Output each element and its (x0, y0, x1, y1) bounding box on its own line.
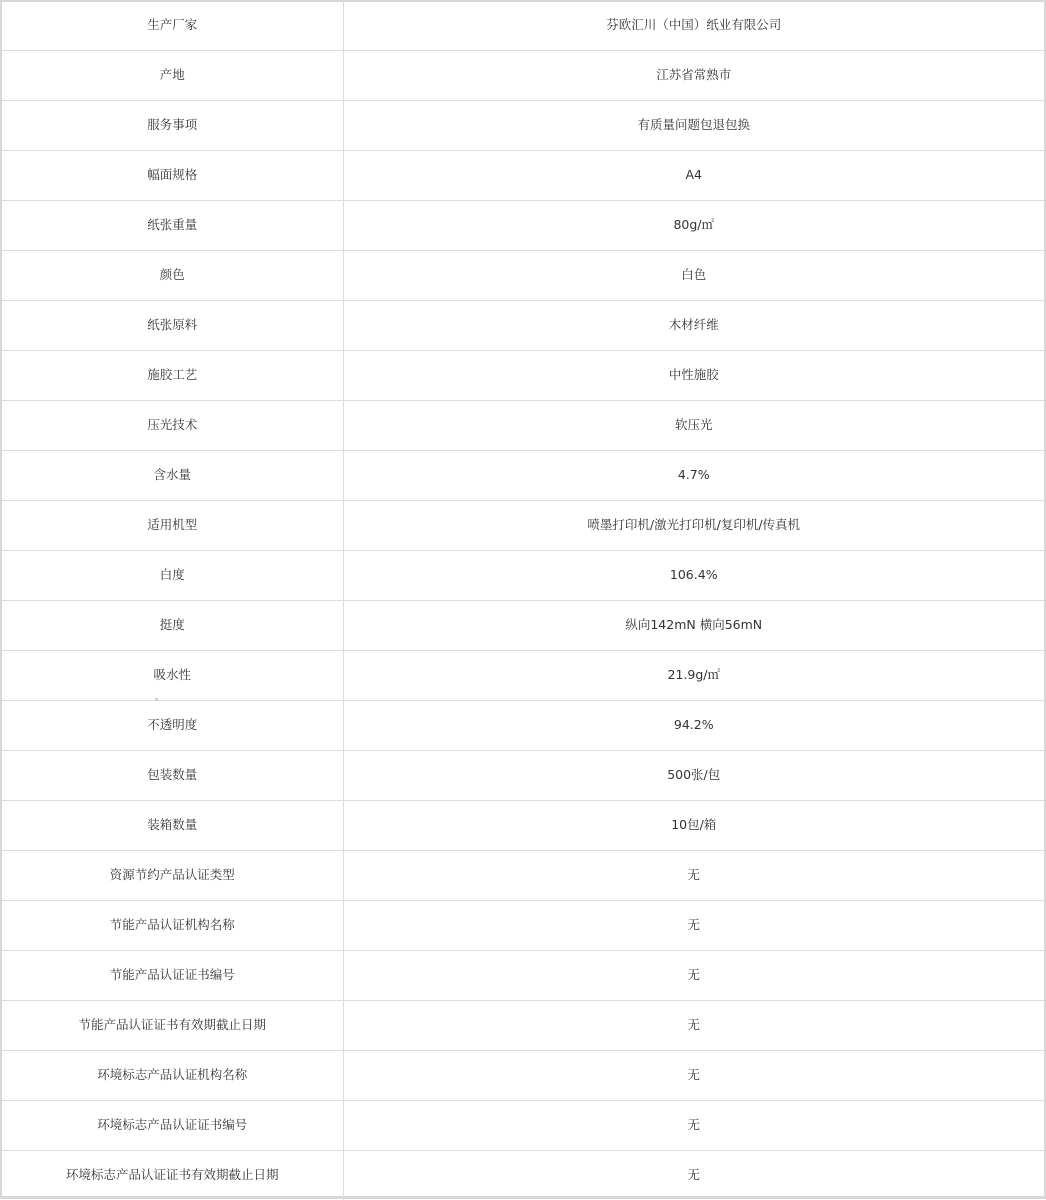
spec-value: 芬欧汇川（中国）纸业有限公司 (343, 0, 1044, 50)
spec-label: 环境标志产品认证机构名称 (2, 1050, 343, 1100)
spec-value: 106.4% (343, 550, 1044, 600)
spec-value: 江苏省常熟市 (343, 50, 1044, 100)
table-row (2, 850, 1044, 900)
table-row (2, 1100, 1044, 1150)
table-row (2, 400, 1044, 450)
spec-label: 产地 (2, 50, 343, 100)
spec-label: 不透明度 (2, 700, 343, 750)
spec-value: 94.2% (343, 700, 1044, 750)
spec-label: 白度 (2, 550, 343, 600)
spec-label: 含水量 (2, 450, 343, 500)
spec-value: A4 (343, 150, 1044, 200)
spec-label: 幅面规格 (2, 150, 343, 200)
spec-label: 节能产品认证机构名称 (2, 900, 343, 950)
spec-value: 21.9g/㎡ (343, 650, 1044, 700)
table-row (2, 900, 1044, 950)
table-row (2, 600, 1044, 650)
spec-label: 装箱数量 (2, 800, 343, 850)
spec-value: 木材纤维 (343, 300, 1044, 350)
spec-label: 纸张原料 (2, 300, 343, 350)
table-row (2, 150, 1044, 200)
spec-value: 500张/包 (343, 750, 1044, 800)
table-row (2, 550, 1044, 600)
spec-value: 无 (343, 900, 1044, 950)
spec-label: 挺度 (2, 600, 343, 650)
spec-value: 喷墨打印机/激光打印机/复印机/传真机 (343, 500, 1044, 550)
spec-label: 环境标志产品认证证书有效期截止日期 (2, 1150, 343, 1200)
table-row (2, 300, 1044, 350)
spec-value: 有质量问题包退包换 (343, 100, 1044, 150)
table-row (2, 250, 1044, 300)
table-row (2, 0, 1044, 50)
table-row (2, 100, 1044, 150)
spec-value: 无 (687, 1167, 700, 1183)
spec-value: 无 (343, 950, 1044, 1000)
spec-value: 无 (343, 1000, 1044, 1050)
spec-value: 纵向142mN 横向56mN (343, 600, 1044, 650)
spec-value: 无 (343, 850, 1044, 900)
spec-label: 包装数量 (2, 750, 343, 800)
table-row (2, 800, 1044, 850)
spec-value: 10包/箱 (343, 800, 1044, 850)
spec-value: 4.7% (343, 450, 1044, 500)
table-row (2, 650, 1044, 700)
spec-label: 颜色 (2, 250, 343, 300)
table-row (2, 450, 1044, 500)
table-row (2, 350, 1044, 400)
spec-value: 白色 (343, 250, 1044, 300)
spec-value: 中性施胶 (343, 350, 1044, 400)
spec-label: 节能产品认证证书有效期截止日期 (2, 1000, 343, 1050)
spec-label: 环境标志产品认证证书编号 (2, 1100, 343, 1150)
table-row (2, 1000, 1044, 1050)
spec-label: 资源节约产品认证类型 (2, 850, 343, 900)
spec-label: 压光技术 (2, 400, 343, 450)
table-row (2, 50, 1044, 100)
spec-label: 生产厂家 (2, 0, 343, 50)
image-artifact-dot (155, 698, 158, 701)
spec-label: 施胶工艺 (2, 350, 343, 400)
table-row (2, 500, 1044, 550)
product-spec-table (2, 0, 1044, 1200)
spec-label: 吸水性 (2, 650, 343, 700)
table-row (2, 700, 1044, 750)
table-row (2, 950, 1044, 1000)
spec-label: 服务事项 (2, 100, 343, 150)
spec-value: 无 (343, 1100, 1044, 1150)
table-row (2, 1150, 1044, 1200)
spec-value: 无 (343, 1050, 1044, 1100)
table-row (2, 750, 1044, 800)
spec-value: 软压光 (343, 400, 1044, 450)
spec-label: 适用机型 (2, 500, 343, 550)
spec-label: 节能产品认证证书编号 (2, 950, 343, 1000)
table-row (2, 200, 1044, 250)
table-row (2, 1050, 1044, 1100)
spec-label: 纸张重量 (2, 200, 343, 250)
spec-value: 80g/㎡ (343, 200, 1044, 250)
